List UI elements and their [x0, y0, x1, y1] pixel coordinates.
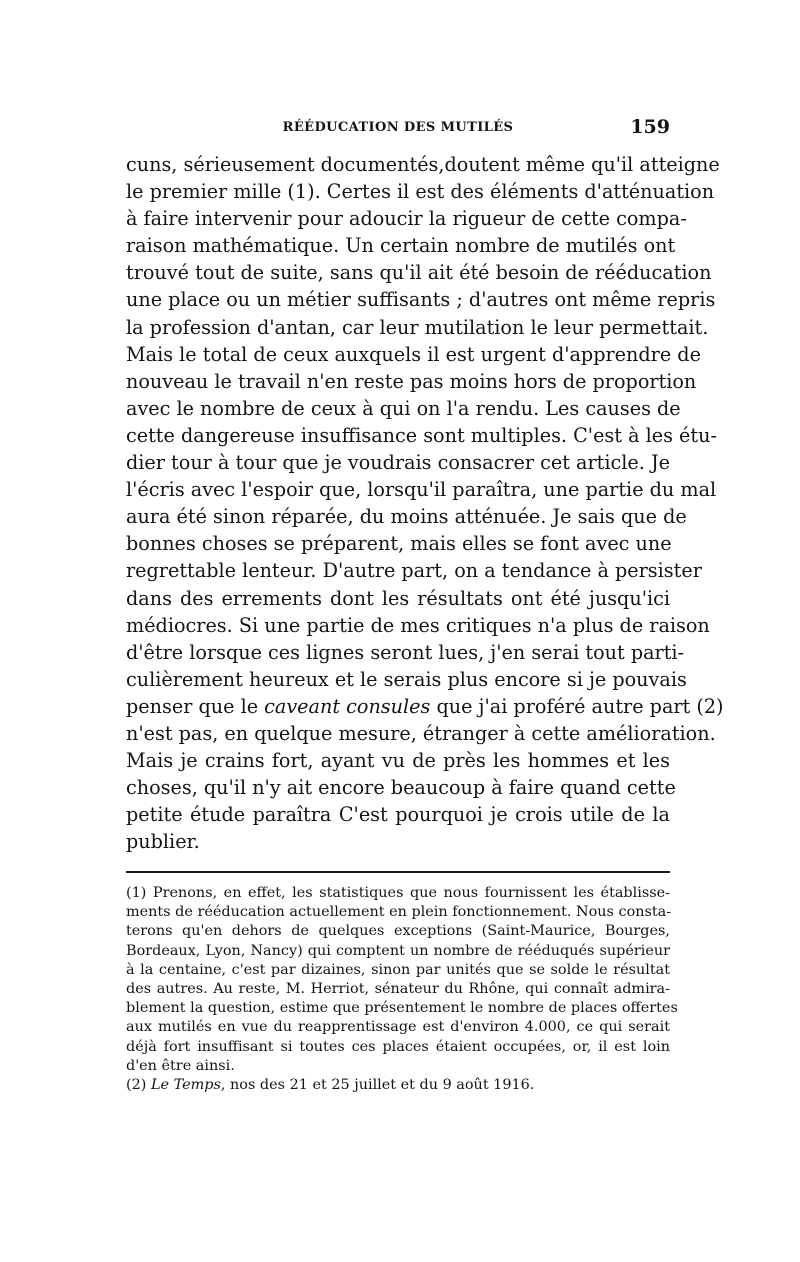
text-line: n'est pas, en quelque mesure, étranger à cette amélioration. — [126, 721, 716, 745]
text-line: raison mathématique. Un certain nombre de mutilés ont — [126, 234, 676, 258]
footnote-line: (1) Prenons, en effet, les statistiques que nous fournissent les établisse- — [126, 885, 670, 901]
text-line: d'être lorsque ces lignes seront lues, j'en serai tout parti- — [126, 640, 685, 664]
footnote-line: d'en être ainsi. — [126, 1057, 235, 1074]
footnote-line — [126, 1076, 670, 1095]
text-line: dans des errements dont les résultats ont été jusqu'ici — [126, 586, 670, 610]
text-line: Mais je crains fort, ayant vu de près les hommes et les — [126, 749, 670, 773]
footnote-2 — [126, 1076, 670, 1095]
text-line: petite étude paraîtra C'est pourquoi je crois utile de la — [126, 803, 670, 827]
text-line: dier tour à tour que je voudrais consacrer cet article. Je — [126, 451, 670, 475]
text-line: choses, qu'il n'y ait encore beaucoup à faire quand cette — [126, 776, 676, 800]
text-line: culièrement heureux et le serais plus encore si je pouvais — [126, 667, 687, 691]
text-line: une place ou un métier suffisants ; d'autres ont même repris — [126, 288, 716, 312]
footnote-1 — [126, 884, 678, 1076]
footnote-separator-rule — [126, 871, 670, 873]
footnote-line: blement la question, estime que présentement le nombre de places offertes — [126, 1000, 678, 1017]
text-line: avec le nombre de ceux à qui on l'a rendu. Les causes de — [126, 396, 681, 420]
running-head — [126, 116, 670, 140]
text-line: médiocres. Si une partie de mes critiques n'a plus de raison — [126, 613, 710, 637]
footnote-line: des autres. Au reste, M. Herriot, sénateur du Rhône, qui connaît admira- — [126, 981, 670, 998]
text-line: regrettable lenteur. D'autre part, on a tendance à persister — [126, 559, 702, 583]
footnotes — [126, 884, 678, 1095]
text-line: le premier mille (1). Certes il est des éléments d'atténuation — [126, 180, 715, 204]
footnote-line: aux mutilés en vue du reapprentissage est d'environ 4.000, ce qui serait — [126, 1019, 670, 1036]
body-paragraph — [126, 151, 724, 855]
text-line: cuns, sérieusement documentés,doutent même qu'il atteigne — [126, 153, 720, 176]
text-line: cette dangereuse insuffisance sont multiples. C'est à les étu- — [126, 423, 717, 447]
footnote-line: terons qu'en dehors de quelques exceptions (Saint-Maurice, Bourges, — [126, 923, 670, 940]
footnote-line: ments de rééducation actuellement en plein fonctionnement. Nous consta- — [126, 904, 672, 921]
text-line: à faire intervenir pour adoucir la rigueur de cette compa- — [126, 207, 687, 231]
text-run: penser que le — [126, 694, 265, 718]
text-run: , nos des 21 et 25 juillet et du 9 août 1916. — [220, 1077, 535, 1094]
text-line: trouvé tout de suite, sans qu'il ait été besoin de rééducation — [126, 261, 712, 285]
text-run: que j'ai proféré autre part (2) — [430, 694, 724, 718]
italic-title: Le Temps — [150, 1077, 221, 1094]
text-line: bonnes choses se préparent, mais elles se font avec une — [126, 532, 672, 556]
text-line: aura été sinon réparée, du moins atténuée. Je sais que de — [126, 505, 687, 529]
footnote-line: à la centaine, c'est par dizaines, sinon par unités que se solde le résultat — [126, 961, 670, 978]
italic-latin-phrase: caveant consules — [264, 694, 431, 718]
text-line: nouveau le travail n'en reste pas moins hors de proportion — [126, 369, 697, 393]
page-number: 159 — [630, 116, 670, 138]
text-line: la profession d'antan, car leur mutilation le leur permettait. — [126, 315, 709, 339]
text-line: l'écris avec l'espoir que, lorsqu'il paraîtra, une partie du mal — [126, 478, 717, 502]
footnote-line: déjà fort insuffisant si toutes ces places étaient occupées, or, il est loin — [126, 1038, 670, 1055]
text-line-last: publier. — [126, 830, 200, 854]
text-line-with-italic — [126, 693, 724, 720]
footnote-marker: (2) — [126, 1077, 151, 1094]
footnote-line: Bordeaux, Lyon, Nancy) qui comptent un nombre de rééduqués supérieur — [126, 942, 670, 959]
text-line: Mais le total de ceux auxquels il est urgent d'apprendre de — [126, 342, 701, 366]
running-title: RÉÉDUCATION DES MUTILÉS — [282, 120, 514, 135]
